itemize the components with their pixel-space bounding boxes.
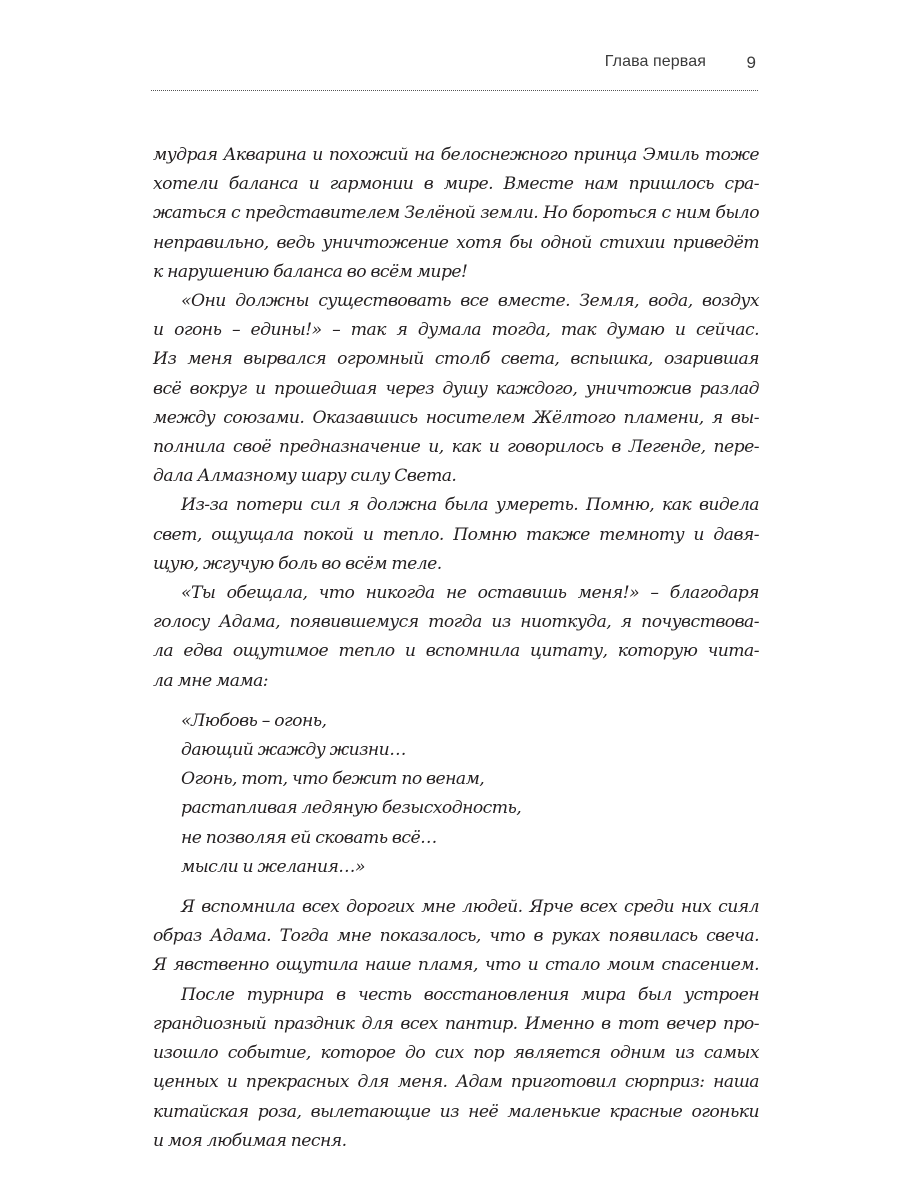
text-line: к нарушению баланса во всём мире!	[153, 261, 468, 282]
body-text	[153, 141, 759, 1156]
text-line: Из меня вырвался огромный столб света, вспышка, озарившая	[153, 349, 759, 370]
text-line: между союзами. Оказавшись носителем Жёлтого пламени, я вы-	[153, 407, 759, 428]
text-line: образ Адама. Тогда мне показалось, что в руках появилась свеча.	[153, 926, 759, 947]
text-line: Из-за потери сил я должна была умереть. Помню, как видела	[181, 495, 759, 516]
text-line: мудрая Акварина и похожий на белоснежного принца Эмиль тоже	[153, 145, 759, 165]
paragraph	[153, 287, 759, 491]
text-line: ла едва ощутимое тепло и вспомнила цитату, которую чита-	[153, 641, 759, 662]
text-line: всё вокруг и прошедшая через душу каждого, уничтожив разлад	[153, 378, 759, 399]
text-line: свет, ощущала покой и тепло. Помню также темноту и давя-	[153, 524, 759, 545]
text-line: грандиозный праздник для всех пантир. Именно в тот вечер про-	[153, 1013, 759, 1034]
text-line: и моя любимая песня.	[153, 1130, 347, 1151]
page-number: 9	[746, 53, 756, 72]
poem-line: дающий жажду жизни…	[181, 740, 406, 761]
text-line: «Ты обещала, что никогда не оставишь меня!» – благодаря	[181, 583, 759, 604]
poem-quote	[181, 707, 759, 882]
text-line: голосу Адама, появившемуся тогда из ниоткуда, я почувствова-	[153, 612, 759, 633]
running-head	[151, 50, 758, 80]
text-line: Я вспомнила всех дорогих мне людей. Ярче всех среди них сиял	[181, 897, 759, 918]
text-line: ценных и прекрасных для меня. Адам приготовил сюрприз: наша	[153, 1072, 759, 1093]
paragraph	[153, 141, 759, 287]
poem-line: «Любовь – огонь,	[181, 710, 327, 731]
text-line: и огонь – едины!» – так я думала тогда, так думаю и сейчас.	[153, 320, 759, 341]
chapter-title: Глава первая	[604, 53, 706, 70]
text-line: ла мне мама:	[153, 670, 269, 691]
paragraph	[153, 893, 759, 981]
text-line: дала Алмазному шару силу Света.	[153, 466, 457, 487]
header-dotted-rule	[151, 90, 758, 91]
poem-line: Огонь, тот, что бежит по венам,	[181, 769, 485, 790]
paragraph	[153, 579, 759, 696]
text-line: полнила своё предназначение и, как и говорилось в Легенде, пере-	[153, 437, 759, 458]
paragraph	[153, 981, 759, 1156]
paragraph	[153, 491, 759, 579]
text-line: После турнира в честь восстановления мира был устроен	[181, 984, 759, 1005]
poem-line: мысли и желания…»	[181, 856, 365, 877]
text-line: «Они должны существовать все вместе. Земля, вода, воздух	[181, 291, 759, 312]
poem-line: растапливая ледяную безысходность,	[181, 798, 522, 819]
text-line: жаться с представителем Зелёной земли. Но бороться с ним было	[153, 203, 759, 224]
text-line: щую, жгучую боль во всём теле.	[153, 553, 442, 574]
poem-line: не позволяя ей сковать всё…	[181, 827, 437, 848]
text-line: китайская роза, вылетающие из неё маленькие красные огоньки	[153, 1101, 759, 1122]
text-line: хотели баланса и гармонии в мире. Вместе нам пришлось сра-	[153, 174, 759, 195]
text-line: Я явственно ощутила наше пламя, что и стало моим спасением.	[153, 955, 759, 976]
text-line: изошло событие, которое до сих пор является одним из самых	[153, 1043, 759, 1064]
text-line: неправильно, ведь уничтожение хотя бы одной стихии приведёт	[153, 232, 759, 253]
